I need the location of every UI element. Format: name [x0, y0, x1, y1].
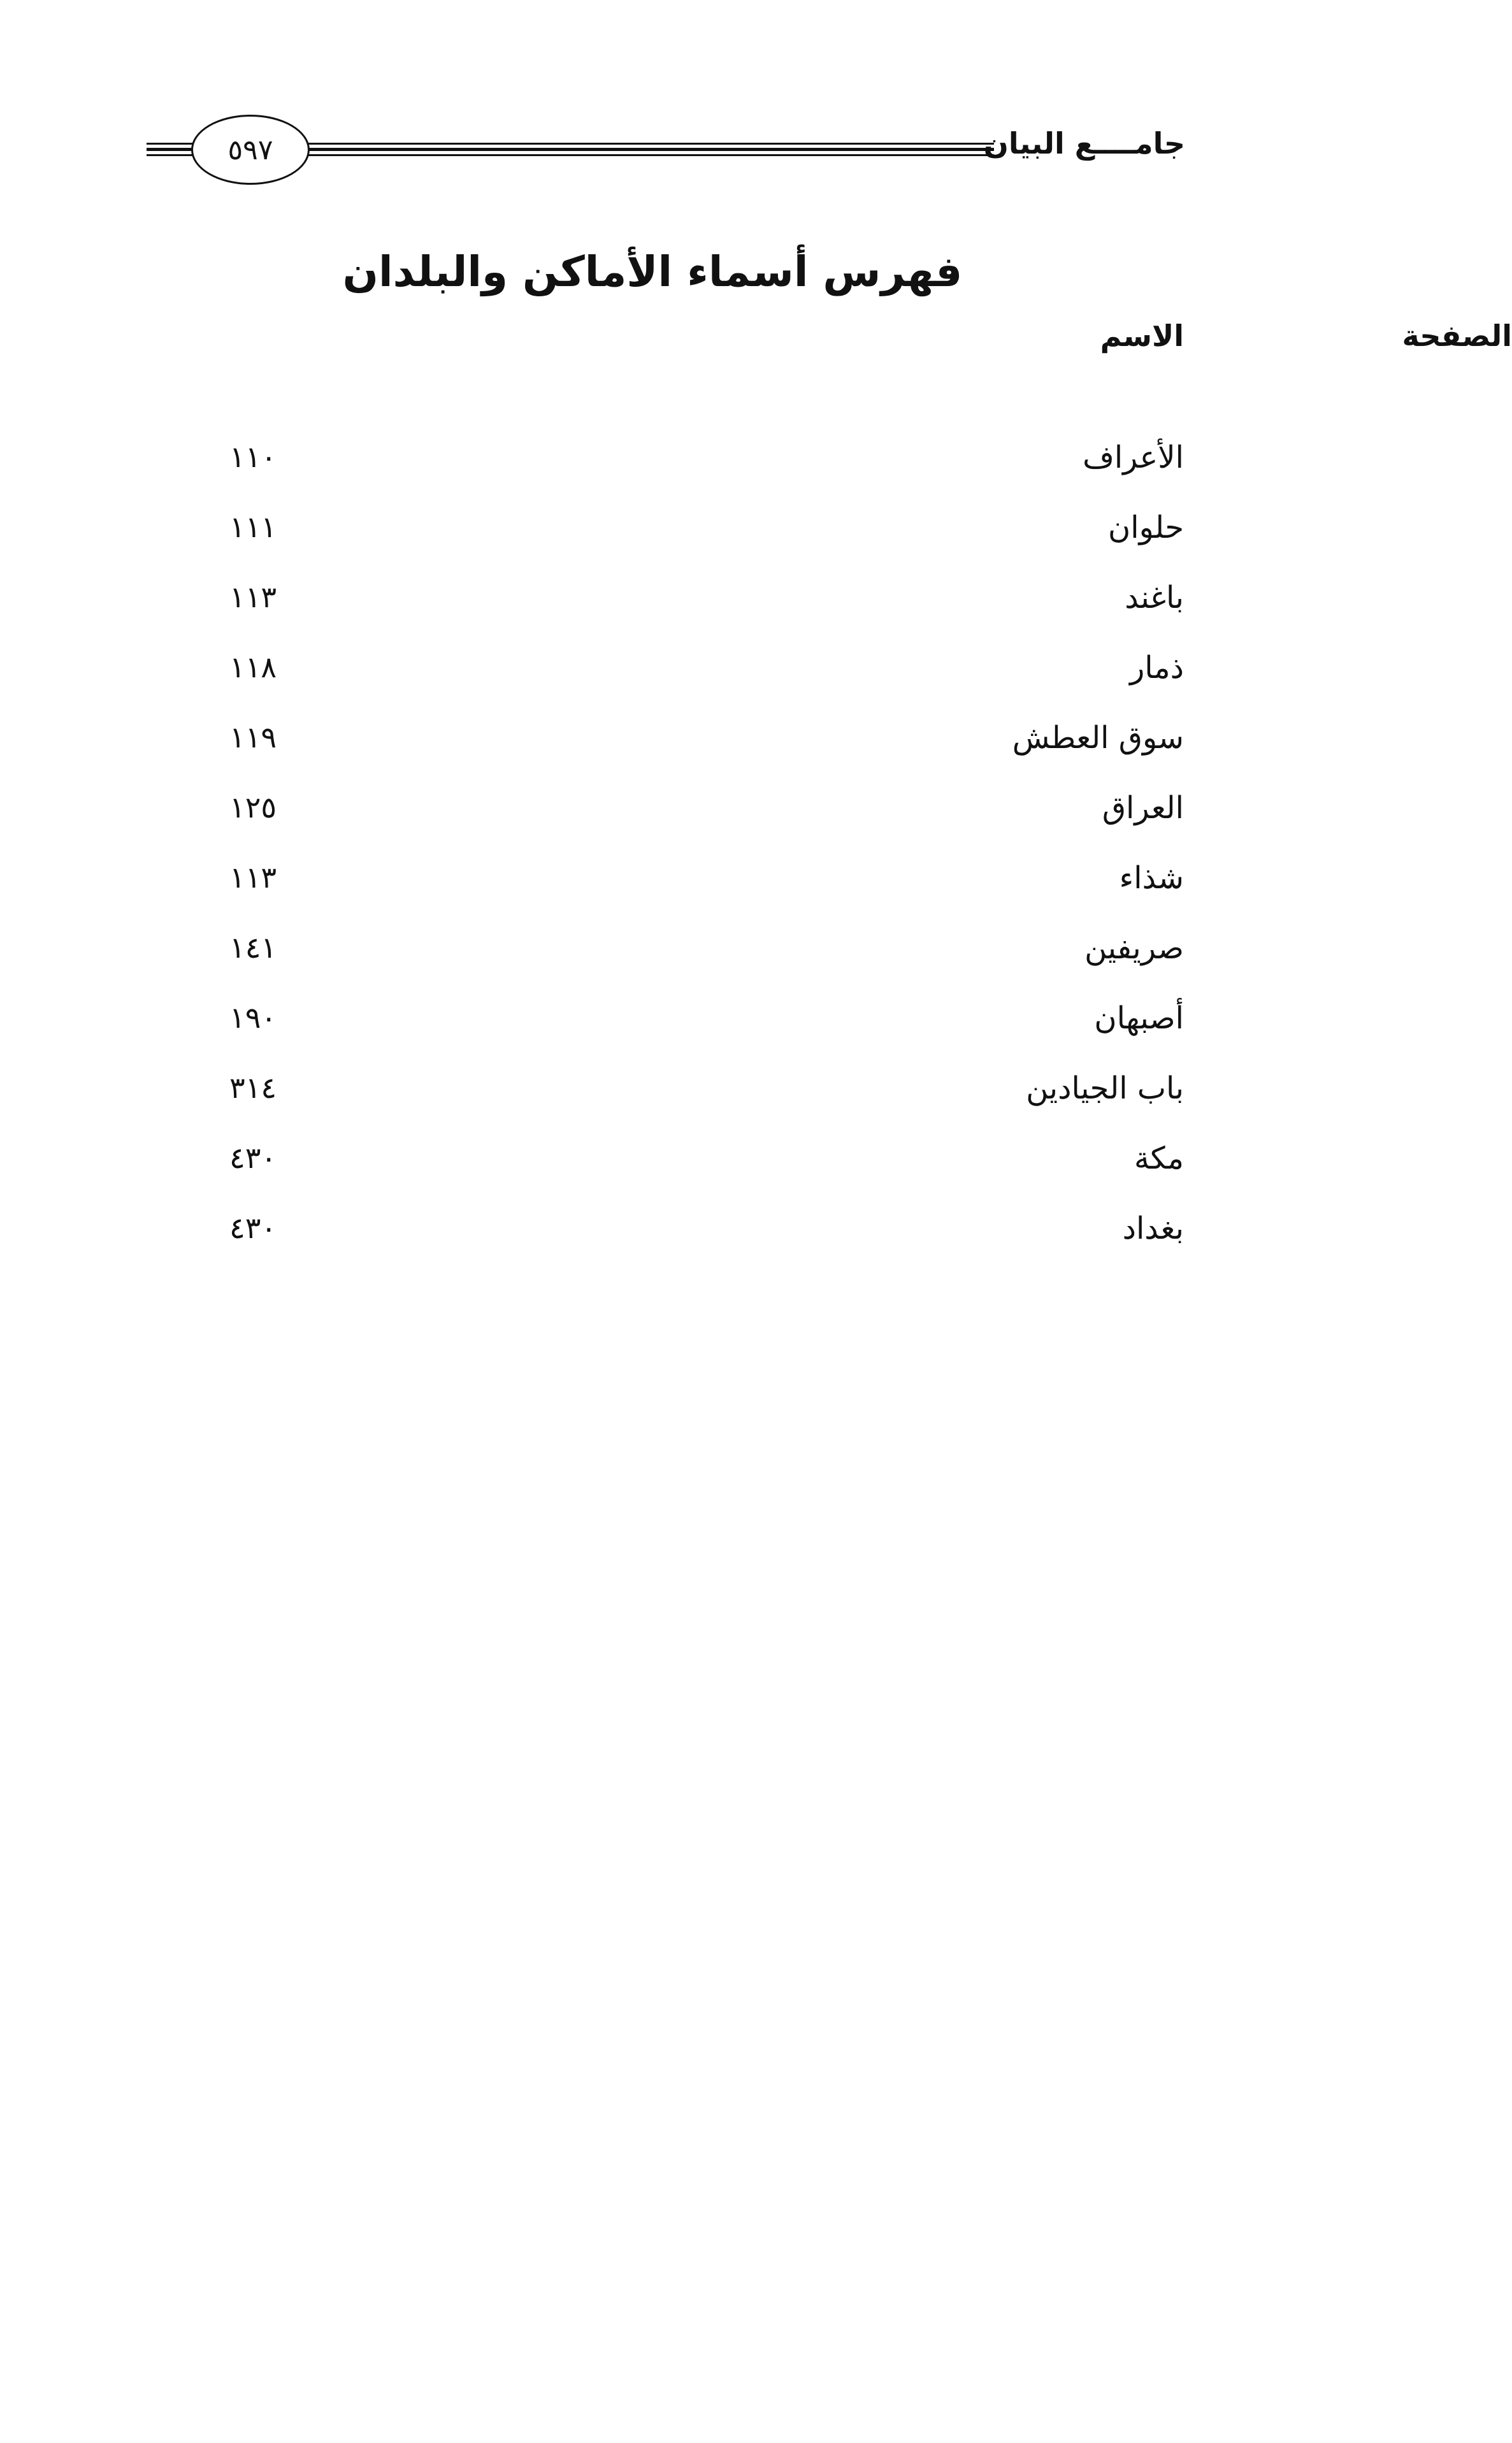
page-ref: ١٤١: [229, 930, 277, 965]
place-name: باب الجيادين: [1026, 1070, 1184, 1106]
page-ref: ١٢٥: [229, 790, 277, 825]
index-entry: [204, 720, 1184, 790]
book-title: جامــــع البيان: [983, 126, 1185, 161]
index-entry: [204, 440, 1184, 510]
page-ref: ١١٨: [229, 650, 277, 684]
index-entry: [204, 650, 1184, 720]
place-name: العراق: [1102, 790, 1184, 826]
page-ref: ١٩٠: [229, 1000, 277, 1035]
place-name: ذمار: [1130, 650, 1184, 686]
page-ref: ١١٣: [229, 580, 277, 614]
index-title: فهرس أسماء الأماكن والبلدان: [342, 247, 963, 296]
page-ref: ١١٠: [229, 440, 277, 474]
place-name: حلوان: [1108, 510, 1184, 545]
place-name: مكة: [1134, 1141, 1184, 1176]
page-number: ٥٩٧: [191, 115, 310, 185]
place-name: شذاء: [1119, 860, 1184, 896]
place-name: بغداد: [1122, 1211, 1184, 1246]
index-entry: [204, 1070, 1184, 1141]
page-ref: ١١٣: [229, 860, 277, 895]
page-ref: ٤٣٠: [229, 1211, 277, 1245]
place-name: صريفين: [1084, 930, 1184, 966]
column-header-page: الصفحة: [1402, 319, 1512, 353]
index-entries: [204, 440, 1184, 1281]
column-header-name: الاسم: [1100, 319, 1184, 353]
index-entry: [204, 1000, 1184, 1070]
index-entry: [204, 1211, 1184, 1281]
page-ref: ١١٩: [229, 720, 277, 754]
index-entry: [204, 510, 1184, 580]
place-name: سوق العطش: [1012, 720, 1184, 756]
page-ref: ١١١: [229, 510, 277, 544]
page-ref: ٣١٤: [229, 1070, 277, 1105]
index-entry: [204, 790, 1184, 860]
place-name: أصبهان: [1094, 1000, 1184, 1036]
place-name: الأعراف: [1083, 440, 1184, 475]
index-entry: [204, 930, 1184, 1000]
index-entry: [204, 860, 1184, 930]
place-name: باغند: [1125, 580, 1184, 616]
running-header: [147, 115, 1185, 185]
index-entry: [204, 580, 1184, 650]
page-ref: ٤٣٠: [229, 1141, 277, 1175]
index-entry: [204, 1141, 1184, 1211]
